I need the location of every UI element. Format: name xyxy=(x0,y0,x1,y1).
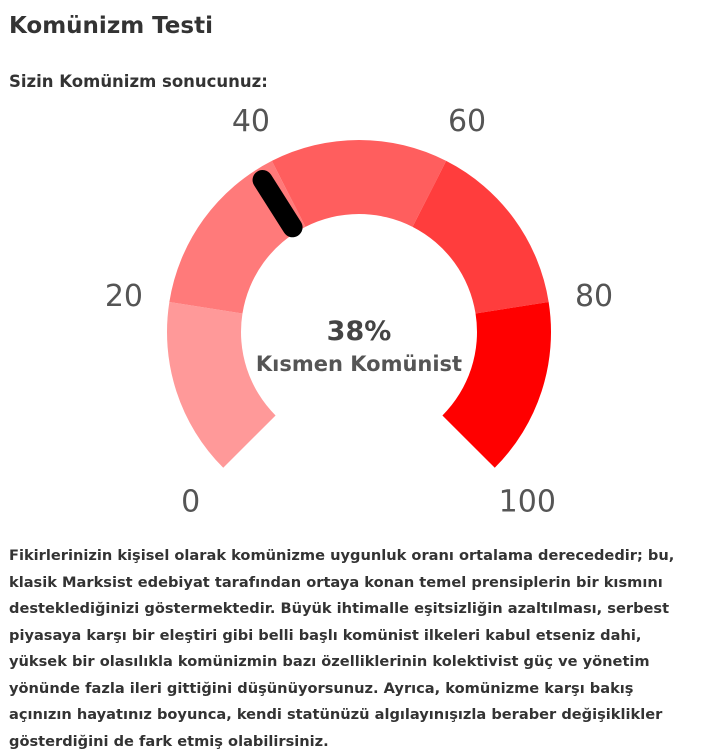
page-title: Komünizm Testi xyxy=(9,13,213,39)
gauge-tick-label: 60 xyxy=(447,103,487,139)
gauge-band-1 xyxy=(167,302,276,468)
result-description: Fikirlerinizin kişisel olarak komünizme uygunluk oranı ortalama derecededir; bu, klasik Marksist edebiyat tarafından ortaya konan temel prensiplerin bir kısmını desteklediğinizi göstermektedir. Büyük ihtimalle eşitsizliğin azaltılması, serbest piyasaya karşı bir eleştiri gibi belli başlı komünist ilkeleri kabul etseniz dahi, yüksek bir olasılıkla komünizmin bazı özelliklerinin kolektivist güç ve yönetim yönünde fazla ileri gittiğini düşünüyorsunuz. Ayrıca, komünizme karşı bakış açınızın hayatınız boyunca, kendi statünüzü algılayınışızla beraber değişiklikler gösterdiğini de fark etmiş olabilirsiniz. xyxy=(9,547,675,750)
gauge-tick-label: 80 xyxy=(574,278,614,314)
result-subtitle: Sizin Komünizm sonucunuz: xyxy=(9,72,268,91)
gauge-tick-label: 100 xyxy=(498,484,556,520)
gauge-value-label: 38% xyxy=(326,316,392,347)
gauge-tick-label: 20 xyxy=(104,278,144,314)
gauge-result-label: Kısmen Komünist xyxy=(255,352,463,376)
gauge-tick-label: 0 xyxy=(181,484,201,520)
gauge-band-5 xyxy=(442,302,551,468)
gauge-tick-label: 40 xyxy=(231,103,271,139)
